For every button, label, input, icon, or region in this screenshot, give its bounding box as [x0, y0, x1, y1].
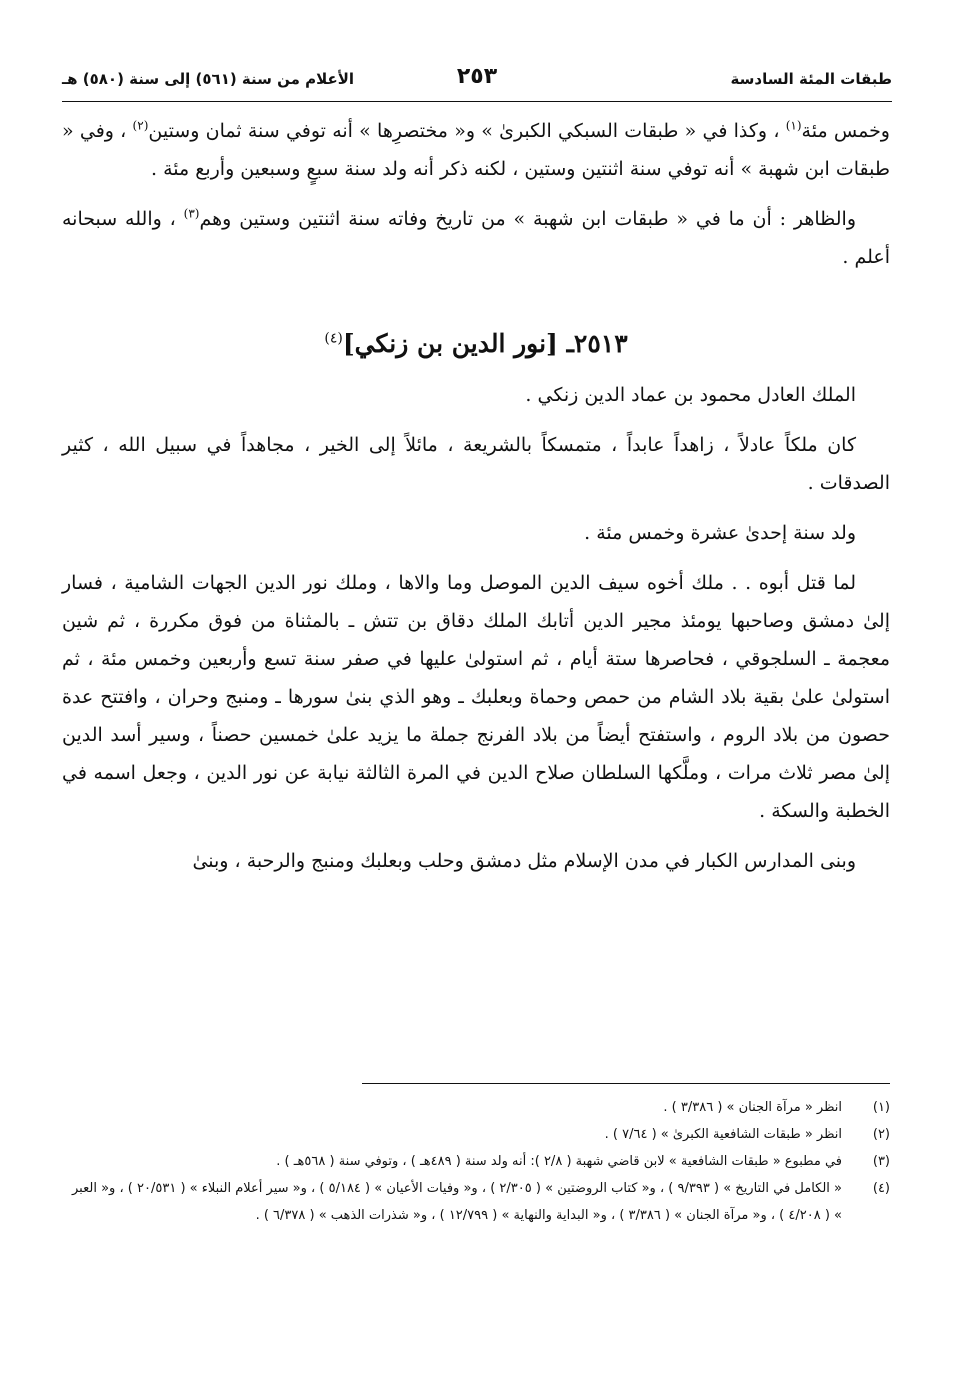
- paragraph: لما قتل أبوه . . ملك أخوه سيف الدين الموصل وما والاها ، وملك نور الدين الجهات الشامية ، فسار إلىٰ دمشق وصاحبها يومئذ مجير الدين أتابك الملك دقاق بن تتش ـ بالمثناة من فوق مكررة ، ثم شين معجمة ـ السلجوقي ، فحاصرها ستة أيام ، ثم استولىٰ عليها في صفر سنة تسع وأربعين وخمس مئة ، ثم استولىٰ علىٰ بقية بلاد الشام من حمص وحماة وبعلبك ـ وهو الذي بنىٰ سورها ـ ومنبج وحران ، وافتتح عدة حصون من بلاد الروم ، واستفتح أيضاً من بلاد الفرنج جملة ما يزيد علىٰ خمسين حصناً ، وسير أسد الدين إلىٰ مصر ثلاث مرات ، وملَّكها السلطان صلاح الدين في المرة الثالثة نيابة عن نور الدين ، وجعل اسمه في الخطبة والسكة .: [62, 572, 890, 822]
- footnote-number: (٣): [872, 1154, 890, 1169]
- footnote-text: انظر « طبقات الشافعية الكبرىٰ » ( ٧/٦٤ ) .: [604, 1127, 842, 1142]
- footnote: [72, 1175, 890, 1229]
- footnote-text: في مطبوع « طبقات الشافعية » لابن قاضي شهبة ( ٢/٨ ): أنه ولد سنة ( ٤٨٩هـ ) ، وتوفي سنة ( ٥٦٨هـ ) .: [276, 1154, 842, 1169]
- footnote-number: (١): [872, 1100, 890, 1115]
- header-rule: [62, 101, 892, 102]
- paragraph-text: ، وكذا في « طبقات السبكي الكبرىٰ » و« مختصرِها » أنه توفي سنة ثمان وستين: [148, 120, 786, 142]
- footnote-text: « الكامل في التاريخ » ( ٩/٣٩٣ ) ، و« كتاب الروضتين » ( ٢/٣٠٥ ) ، و« وفيات الأعيان » ( ٥/١٨٤ ) ، و« سير أعلام النبلاء » ( ٢٠/٥٣١ ) ، و« العبر » ( ٤/٢٠٨ ) ، و« مرآة الجنان » ( ٣/٣٨٦ ) ، و« البداية والنهاية » ( ١٢/٧٩٩ ) ، و« شذرات الذهب » ( ٦/٣٧٨ ) .: [72, 1181, 843, 1223]
- paragraph: الملك العادل محمود بن عماد الدين زنكي .: [525, 384, 856, 406]
- main-text: [62, 112, 890, 880]
- paragraph: ولد سنة إحدىٰ عشرة وخمس مئة .: [584, 522, 856, 544]
- footnote: [72, 1148, 890, 1175]
- paragraph: [62, 200, 890, 276]
- footnote-ref[interactable]: (٤): [324, 330, 343, 347]
- paragraph: [62, 112, 890, 188]
- paragraph-text: ، وفي « طبقات ابن شهبة » أنه توفي سنة اثنتين وستين ، لكنه ذكر أنه ولد سنة سبعٍ وسبعين وأربع مئة .: [62, 120, 890, 180]
- running-header: [62, 64, 892, 98]
- header-volume-range: الأعلام من سنة (٥٦١) إلى سنة (٥٨٠) هـ: [62, 70, 355, 88]
- header-section-title: طبقات المئة السادسة: [730, 70, 892, 88]
- footnote-number: (٢): [872, 1127, 890, 1142]
- paragraph: وبنى المدارس الكبار في مدن الإسلام مثل دمشق وحلب وبعلبك ومنبج والرحبة ، وبنىٰ: [192, 850, 856, 872]
- footnotes: [72, 1094, 890, 1229]
- footnote-ref[interactable]: (١): [785, 118, 802, 133]
- footnote-rule: [362, 1083, 890, 1084]
- footnote: [72, 1121, 890, 1148]
- footnote-ref[interactable]: (٣): [183, 206, 200, 221]
- entry-title-text: ٢٥١٣ـ [نور الدين بن زنكي]: [342, 329, 628, 358]
- footnote: [72, 1094, 890, 1121]
- footnote-number: (٤): [872, 1181, 890, 1196]
- page-number: ٢٥٣: [456, 64, 498, 89]
- paragraph: كان ملكاً عادلاً ، زاهداً عابداً ، متمسكاً بالشريعة ، مائلاً إلى الخير ، مجاهداً في سبيل الله ، كثير الصدقات .: [62, 434, 890, 494]
- paragraph-text: والظاهر : أن ما في « طبقات ابن شهبة » من تاريخ وفاته سنة اثنتين وستين وهم: [199, 208, 856, 230]
- footnote-ref[interactable]: (٢): [132, 118, 149, 133]
- paragraph-text: وخمس مئة: [801, 120, 890, 142]
- footnote-text: انظر « مرآة الجنان » ( ٣/٣٨٦ ) .: [663, 1100, 842, 1115]
- paragraph-text: ، والله سبحانه أعلم .: [62, 208, 890, 268]
- entry-title: [62, 324, 890, 364]
